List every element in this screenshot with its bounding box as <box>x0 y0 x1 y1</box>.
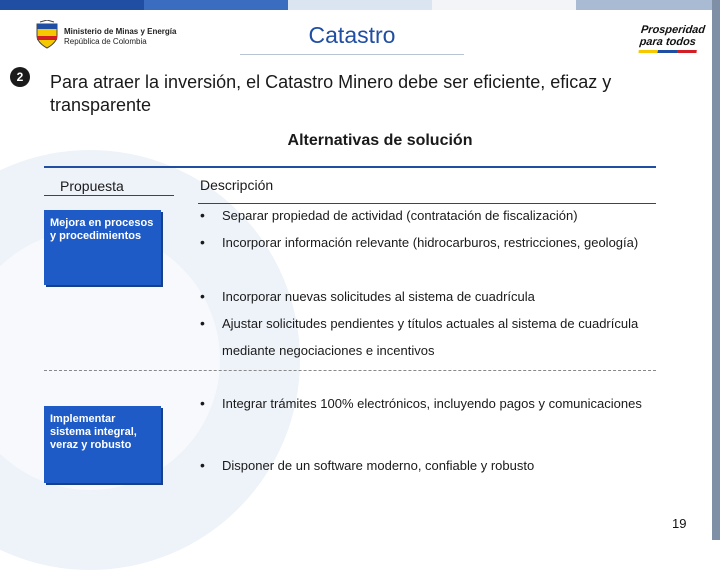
bullet-text: Incorporar información relevante (hidrocarburos, restricciones, geología) <box>222 235 639 250</box>
slide-title: Catastro <box>308 22 396 48</box>
bullet-item <box>200 452 660 479</box>
bullet-dot: • <box>200 288 205 304</box>
bullet-dot: • <box>200 457 205 473</box>
title-underline <box>240 54 464 55</box>
top-bar-segment <box>288 0 432 10</box>
group-divider <box>44 370 656 371</box>
top-bar-segment <box>144 0 288 10</box>
page-number: 19 <box>672 516 687 531</box>
proposal-column-rule <box>44 195 174 196</box>
ministry-logo-text <box>64 27 176 47</box>
column-header-description: Descripción <box>200 177 274 193</box>
bullet-dot: • <box>200 315 205 331</box>
bullet-dot: • <box>200 395 205 411</box>
top-bar-segment <box>576 0 720 10</box>
top-bar-segment <box>0 0 144 10</box>
column-header-proposal: Propuesta <box>60 178 124 194</box>
headline: Para atraer la inversión, el Catastro Minero debe ser eficiente, eficaz y transparente <box>50 72 612 115</box>
proposal-box: Mejora en procesos y procedimientos <box>44 210 161 285</box>
proposal-box: Implementar sistema integral, veraz y robusto <box>44 406 161 483</box>
bullet-item <box>200 229 660 256</box>
bullet-item <box>200 310 660 364</box>
bullet-text: Ajustar solicitudes pendientes y títulos actuales al sistema de cuadrícula mediante negociaciones e incentivos <box>222 316 639 358</box>
section-number-badge: 2 <box>10 67 30 87</box>
colombia-shield-icon <box>34 20 60 50</box>
ministry-name: Ministerio de Minas y Energía <box>64 27 177 36</box>
brand-stripe <box>638 50 696 53</box>
bullet-text: Integrar trámites 100% electrónicos, incluyendo pagos y comunicaciones <box>222 396 642 411</box>
bullet-text: Disponer de un software moderno, confiable y robusto <box>222 458 535 473</box>
ministry-country: República de Colombia <box>64 37 147 46</box>
bullet-dot: • <box>200 234 205 250</box>
top-bar-segment <box>432 0 576 10</box>
header-rule <box>44 166 656 168</box>
brand-line-1: Prosperidad <box>640 24 706 36</box>
bullet-text: Separar propiedad de actividad (contratación de fiscalización) <box>222 208 578 223</box>
subheading: Alternativas de solución <box>287 132 473 149</box>
right-edge-strip <box>712 0 720 540</box>
bullet-item <box>200 390 660 417</box>
brand-line-2: para todos <box>639 36 697 48</box>
bullet-text: Incorporar nuevas solicitudes al sistema de cuadrícula <box>222 289 535 304</box>
top-color-bar <box>0 0 720 10</box>
prosperidad-logo <box>638 24 706 53</box>
bullet-dot: • <box>200 207 205 223</box>
bullet-item <box>200 283 660 310</box>
bullet-item <box>200 202 660 229</box>
